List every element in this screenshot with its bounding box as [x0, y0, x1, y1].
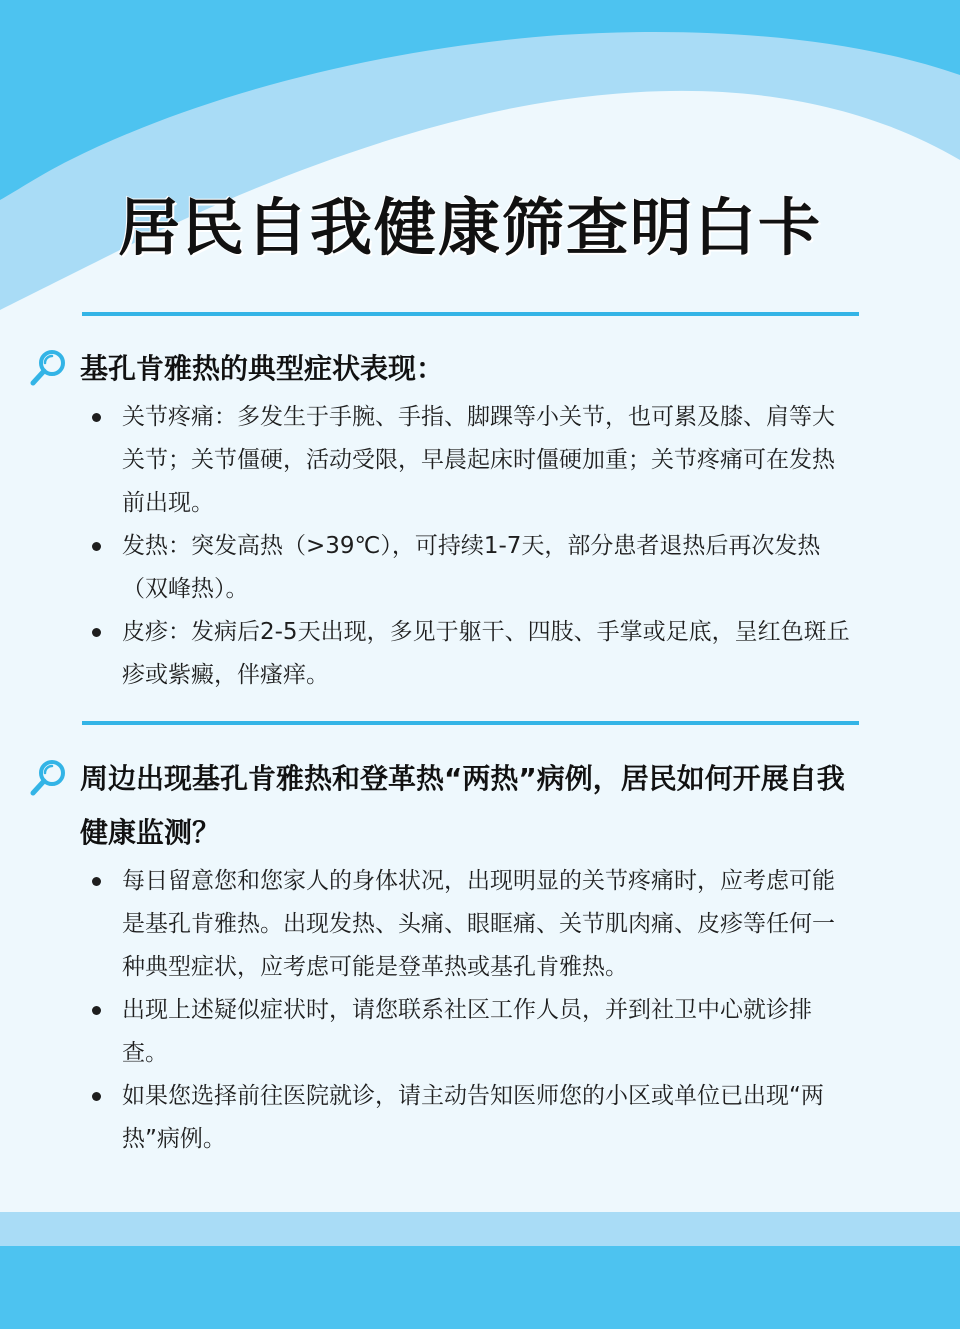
search-icon — [28, 348, 68, 388]
list-item-text: 出现上述疑似症状时，请您联系社区工作人员，并到社卫中心就诊排查。 — [122, 997, 812, 1066]
list-item — [0, 611, 852, 697]
divider-top — [82, 312, 859, 316]
list-item — [0, 860, 852, 989]
bullet-dot — [92, 1006, 101, 1015]
list-item — [0, 989, 852, 1075]
symptoms-list — [0, 396, 960, 697]
bullet-dot — [92, 413, 101, 422]
divider-middle — [82, 721, 859, 725]
list-item-text: 关节疼痛：多发生于手腕、手指、脚踝等小关节，也可累及膝、肩等大关节；关节僵硬，活动受限，早晨起床时僵硬加重；关节疼痛可在发热前出现。 — [122, 404, 835, 516]
bullet-dot — [92, 1092, 101, 1101]
section-monitoring — [0, 752, 960, 1161]
list-item — [0, 396, 852, 525]
search-icon — [28, 758, 68, 798]
bullet-dot — [92, 877, 101, 886]
page-title: 居民自我健康筛查明白卡 — [117, 191, 822, 264]
section-monitoring-header — [0, 752, 870, 860]
list-item — [0, 525, 852, 611]
section-symptoms-heading: 基孔肯雅热的典型症状表现： — [80, 352, 445, 385]
section-monitoring-heading: 周边出现基孔肯雅热和登革热“两热”病例，居民如何开展自我健康监测？ — [80, 762, 845, 849]
bullet-dot — [92, 542, 101, 551]
list-item-text: 发热：突发高热（>39℃），可持续1-7天，部分患者退热后再次发热（双峰热）。 — [122, 533, 821, 602]
section-symptoms — [0, 342, 960, 697]
bullet-dot — [92, 628, 101, 637]
list-item-text: 每日留意您和您家人的身体状况，出现明显的关节疼痛时，应考虑可能是基孔肯雅热。出现发热、头痛、眼眶痛、关节肌肉痛、皮疹等任何一种典型症状，应考虑可能是登革热或基孔肯雅热。 — [122, 868, 835, 980]
list-item — [0, 1075, 852, 1161]
monitoring-list — [0, 860, 960, 1161]
list-item-text: 如果您选择前往医院就诊，请主动告知医师您的小区或单位已出现“两热”病例。 — [122, 1083, 824, 1152]
section-symptoms-header — [0, 342, 870, 396]
list-item-text: 皮疹：发病后2-5天出现，多见于躯干、四肢、手掌或足底，呈红色斑丘疹或紫癜，伴瘙痒。 — [122, 619, 850, 688]
